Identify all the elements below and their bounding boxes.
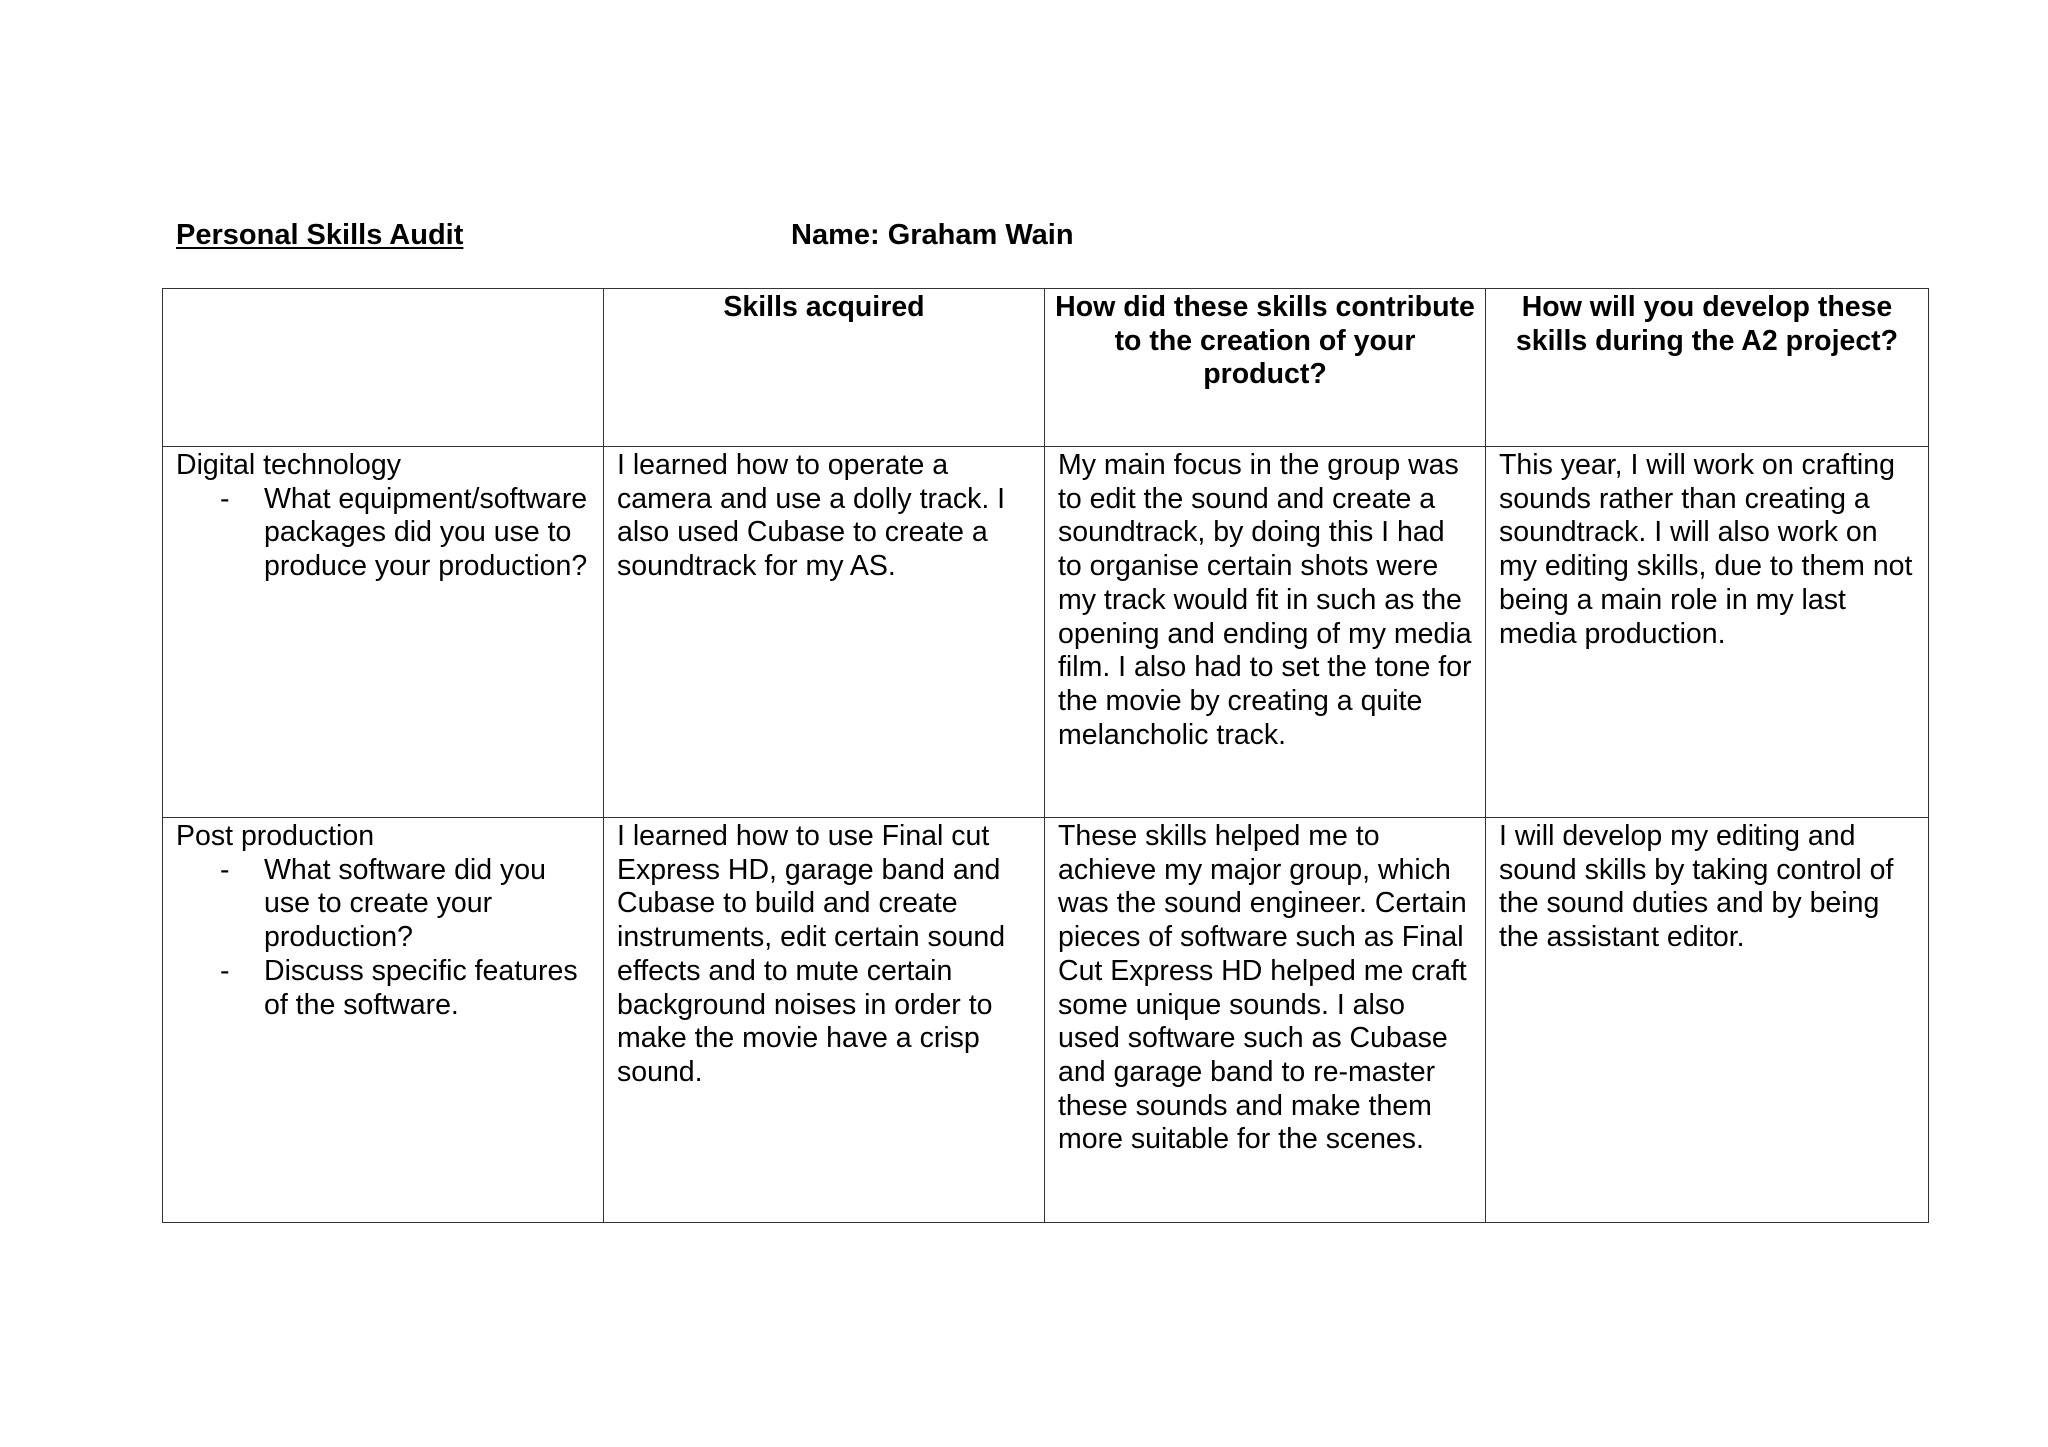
development-cell: This year, I will work on crafting sounds rather than creating a soundtrack. I will also work on my editing skills, due to them not being a main role in my last media production. (1486, 447, 1929, 818)
prompt-item: - What software did you use to create your production? (220, 853, 546, 954)
table-header-row (163, 289, 1929, 447)
header-cell-contribution: How did these skills contribute to the creation of your product? (1045, 289, 1486, 447)
prompt-list (176, 854, 591, 1023)
category-label: Digital technology (176, 449, 401, 481)
development-cell: I will develop my editing and sound skills by taking control of the sound duties and by being the assistant editor. (1486, 818, 1929, 1223)
contribution-cell: My main focus in the group was to edit the sound and create a soundtrack, by doing this I had to organise certain shots were my track would fit in such as the opening and ending of my media film. I also had to set the tone for the movie by creating a quite melancholic track. (1045, 447, 1486, 818)
skills-cell: I learned how to operate a camera and use a dolly track. I also used Cubase to create a soundtrack for my AS. (604, 447, 1045, 818)
category-cell (163, 818, 604, 1223)
skills-cell: I learned how to use Final cut Express HD, garage band and Cubase to build and create instruments, edit certain sound effects and to mute certain background noises in order to make the movie have a crisp sound. (604, 818, 1045, 1223)
document-title: Personal Skills Audit (176, 219, 464, 251)
header-cell-category (163, 289, 604, 447)
contribution-cell: These skills helped me to achieve my major group, which was the sound engineer. Certain pieces of software such as Final Cut Express HD helped me craft some unique sounds. I also used software such as Cubase and garage band to re-master these sounds and make them more suitable for the scenes. (1045, 818, 1486, 1223)
prompt-list (176, 483, 591, 584)
header-cell-skills-acquired: Skills acquired (604, 289, 1045, 447)
table-row (163, 447, 1929, 818)
prompt-text: Discuss specific features of the software. (264, 954, 578, 1021)
prompt-text: What software did you use to create your production? (264, 853, 546, 954)
header-cell-development: How will you develop these skills during the A2 project? (1486, 289, 1929, 447)
prompt-item: - Discuss specific features of the software. (220, 954, 578, 1021)
prompt-item: - What equipment/software packages did you use to produce your production? (220, 482, 588, 583)
category-label: Post production (176, 820, 375, 852)
table-row (163, 818, 1929, 1223)
category-cell (163, 447, 604, 818)
student-name: Name: Graham Wain (791, 219, 1074, 251)
skills-audit-table (162, 288, 1929, 1223)
prompt-text: What equipment/software packages did you use to produce your production? (264, 482, 588, 583)
